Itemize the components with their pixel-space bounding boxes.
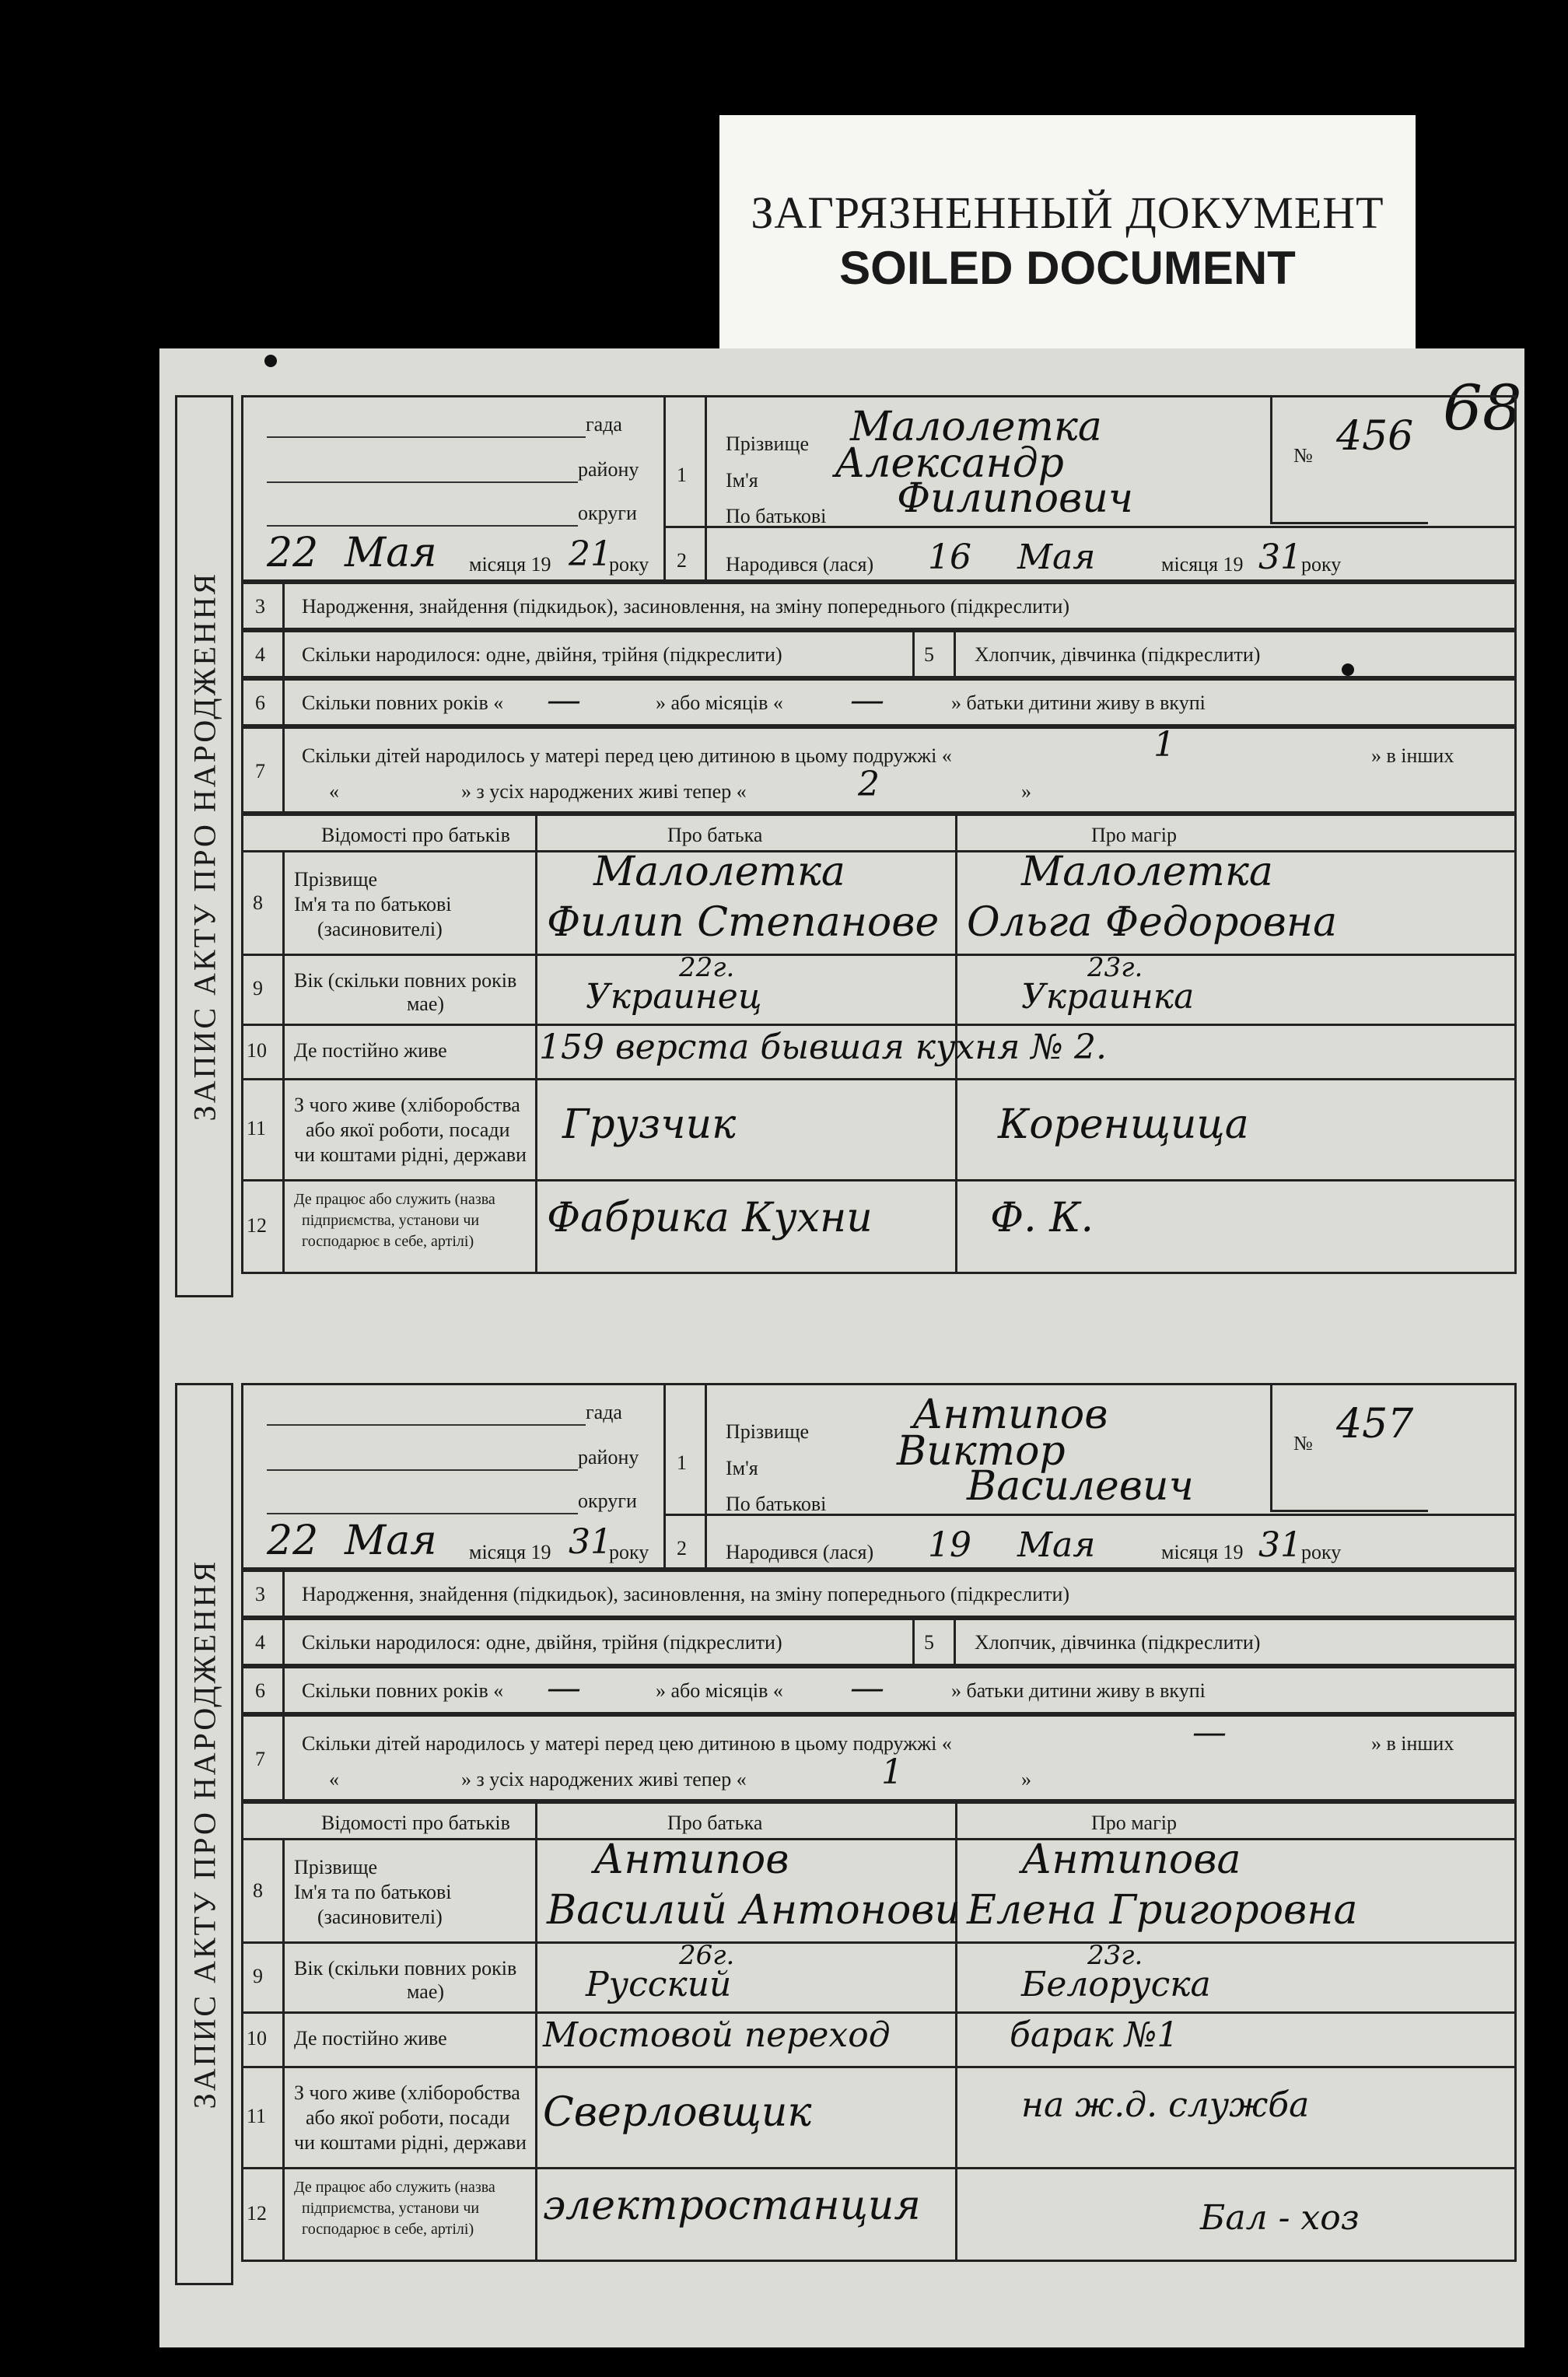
record-number: 457 [1336, 1401, 1414, 1448]
birth-day: 16 [928, 537, 971, 577]
parents-header: Відомості про батьків Про батька Про магір [241, 1801, 1517, 1840]
father-residence: Мостовой переход [543, 2015, 891, 2055]
reg-month: Мая [345, 1518, 437, 1564]
mother-surname: Малолетка [1021, 849, 1273, 895]
father-nationality: Украинец [586, 977, 762, 1017]
father-nationality: Русский [586, 1965, 732, 2004]
mother-workplace: Ф. К. [990, 1195, 1094, 1241]
mother-workplace: Бал - хоз [1200, 2198, 1360, 2238]
mother-residence: барак №1 [1010, 2015, 1179, 2055]
side-title: ЗАПИС АКТУ ПРО НАРОДЖЕННЯ [175, 395, 233, 1297]
birth-year: 31 [1258, 537, 1302, 577]
soiled-document-stamp [719, 115, 1416, 348]
mother-nationality: Белоруска [1021, 1965, 1211, 2004]
mother-surname: Антипова [1021, 1836, 1241, 1883]
stamp-russian: ЗАГРЯЗНЕННЫЙ ДОКУМЕНТ [751, 187, 1384, 238]
row-3: 3 Народження, знайдення (підкидьок), засиновлення, на зміну попереднього (підкреслити) [241, 1570, 1517, 1618]
row-6: 6 Скільки повних років « — » або місяців « — » батьки дитини живу в вкупі [241, 1666, 1517, 1714]
parents-table: 8 9 10 11 12 Прізвище Ім'я та по батькові (засиновителі) Вік (скільки повних років мае) Де постійно живе З чого живе (хліборобства або якої роботи, посади чи коштами рідні, держави Де працює або служить (назва підприємства, установи чи господарює в себе, артілі) Малолетка Филип Степанове Малолетка Ольга Федоровна 22г. Украинец 23г. Украинка 159 верста бывшая кухня № 2. Грузчик Коренщица Фабрика Кухни Ф. К. [241, 852, 1517, 1274]
father-surname: Антипов [593, 1836, 789, 1883]
child-patronymic: Филипович [897, 475, 1134, 522]
row-4: 4 Скільки народилося: одне, двійня, трійня (підкреслити) 5 Хлопчик, дівчинка (підкреслити) [241, 630, 1517, 678]
birth-month: Мая [1017, 537, 1096, 577]
father-surname: Малолетка [593, 849, 845, 895]
reg-day: 22 [267, 1518, 319, 1564]
child-surname: Антипов [912, 1392, 1108, 1438]
header-block: гада району округи 22 Мая місяця 19 31 року 1 2 Прізвище Антипов Ім'я Виктор По батькові Василевич № 457 Народився (лася) 19 Мая місяця 19 31 року [241, 1383, 1517, 1570]
header-block: гада району округи 22 Мая місяця 19 21 року 1 2 Прізвище Малолетка Ім'я Александр По батькові Филипович № 456 Народився (лася) 16 Мая місяця 19 31 року [241, 395, 1517, 582]
birth-record-form-2 [167, 1383, 1517, 2285]
mother-occupation: на ж.д. служба [1021, 2085, 1310, 2125]
father-occupation: Грузчик [562, 1101, 737, 1148]
sheet-number: 68 [1443, 372, 1522, 444]
father-workplace: Фабрика Кухни [547, 1195, 873, 1241]
father-fullname: Филип Степанове [547, 899, 940, 946]
mother-fullname: Ольга Федоровна [967, 899, 1338, 946]
stamp-english: SOILED DOCUMENT [839, 242, 1296, 294]
mother-fullname: Елена Григоровна [967, 1887, 1358, 1934]
mother-nationality: Украинка [1021, 977, 1195, 1017]
reg-year: 31 [569, 1522, 612, 1562]
child-name: Виктор [897, 1428, 1066, 1475]
reg-year: 21 [569, 534, 612, 574]
father-fullname: Василий Антонови [547, 1887, 961, 1934]
parents-header: Відомості про батьків Про батька Про магір [241, 814, 1517, 852]
birth-month: Мая [1017, 1525, 1096, 1565]
father-workplace: электростанция [543, 2183, 921, 2229]
birth-record-form-1 [167, 395, 1517, 1297]
register-page [159, 348, 1524, 2347]
row-7: 7 Скільки дітей народилось у матері перед цею дитиною в цьому подружжі « 1 » в інших « » з усіх народжених живі тепер « 2 » [241, 726, 1517, 814]
reg-month: Мая [345, 530, 437, 576]
row-4: 4 Скільки народилося: одне, двійня, трійня (підкреслити) 5 Хлопчик, дівчинка (підкреслити) [241, 1618, 1517, 1666]
row-7: 7 Скільки дітей народилось у матері перед цею дитиною в цьому подружжі « — » в інших « » з усіх народжених живі тепер « 1 » [241, 1714, 1517, 1801]
parents-table: 8 9 10 11 12 Прізвище Ім'я та по батькові (засиновителі) Вік (скільки повних років мае) Де постійно живе З чого живе (хліборобства або якої роботи, посади чи коштами рідні, держави Де працює або служить (назва підприємства, установи чи господарює в себе, артілі) Антипов Василий Антонови Антипова Елена Григоровна 26г. Русский 23г. Белоруска Мостовой переход барак №1 Сверловщик на ж.д. служба электростанция Бал - хоз [241, 1840, 1517, 2262]
side-title: ЗАПИС АКТУ ПРО НАРОДЖЕННЯ [175, 1383, 233, 2285]
reg-day: 22 [267, 530, 319, 576]
residence: 159 верста бывшая кухня № 2. [539, 1027, 1108, 1067]
ink-spot [264, 355, 277, 367]
child-patronymic: Василевич [967, 1463, 1194, 1510]
birth-year: 31 [1258, 1525, 1302, 1565]
child-name: Александр [835, 440, 1064, 487]
row-6: 6 Скільки повних років « — » або місяців « — » батьки дитини живу в вкупі [241, 678, 1517, 726]
mother-occupation: Коренщица [998, 1101, 1249, 1148]
birth-day: 19 [928, 1525, 971, 1565]
record-number: 456 [1336, 413, 1414, 460]
row-3: 3 Народження, знайдення (підкидьок), засиновлення, на зміну попереднього (підкреслити) [241, 582, 1517, 630]
father-occupation: Сверловщик [543, 2089, 812, 2136]
child-surname: Малолетка [850, 404, 1102, 450]
